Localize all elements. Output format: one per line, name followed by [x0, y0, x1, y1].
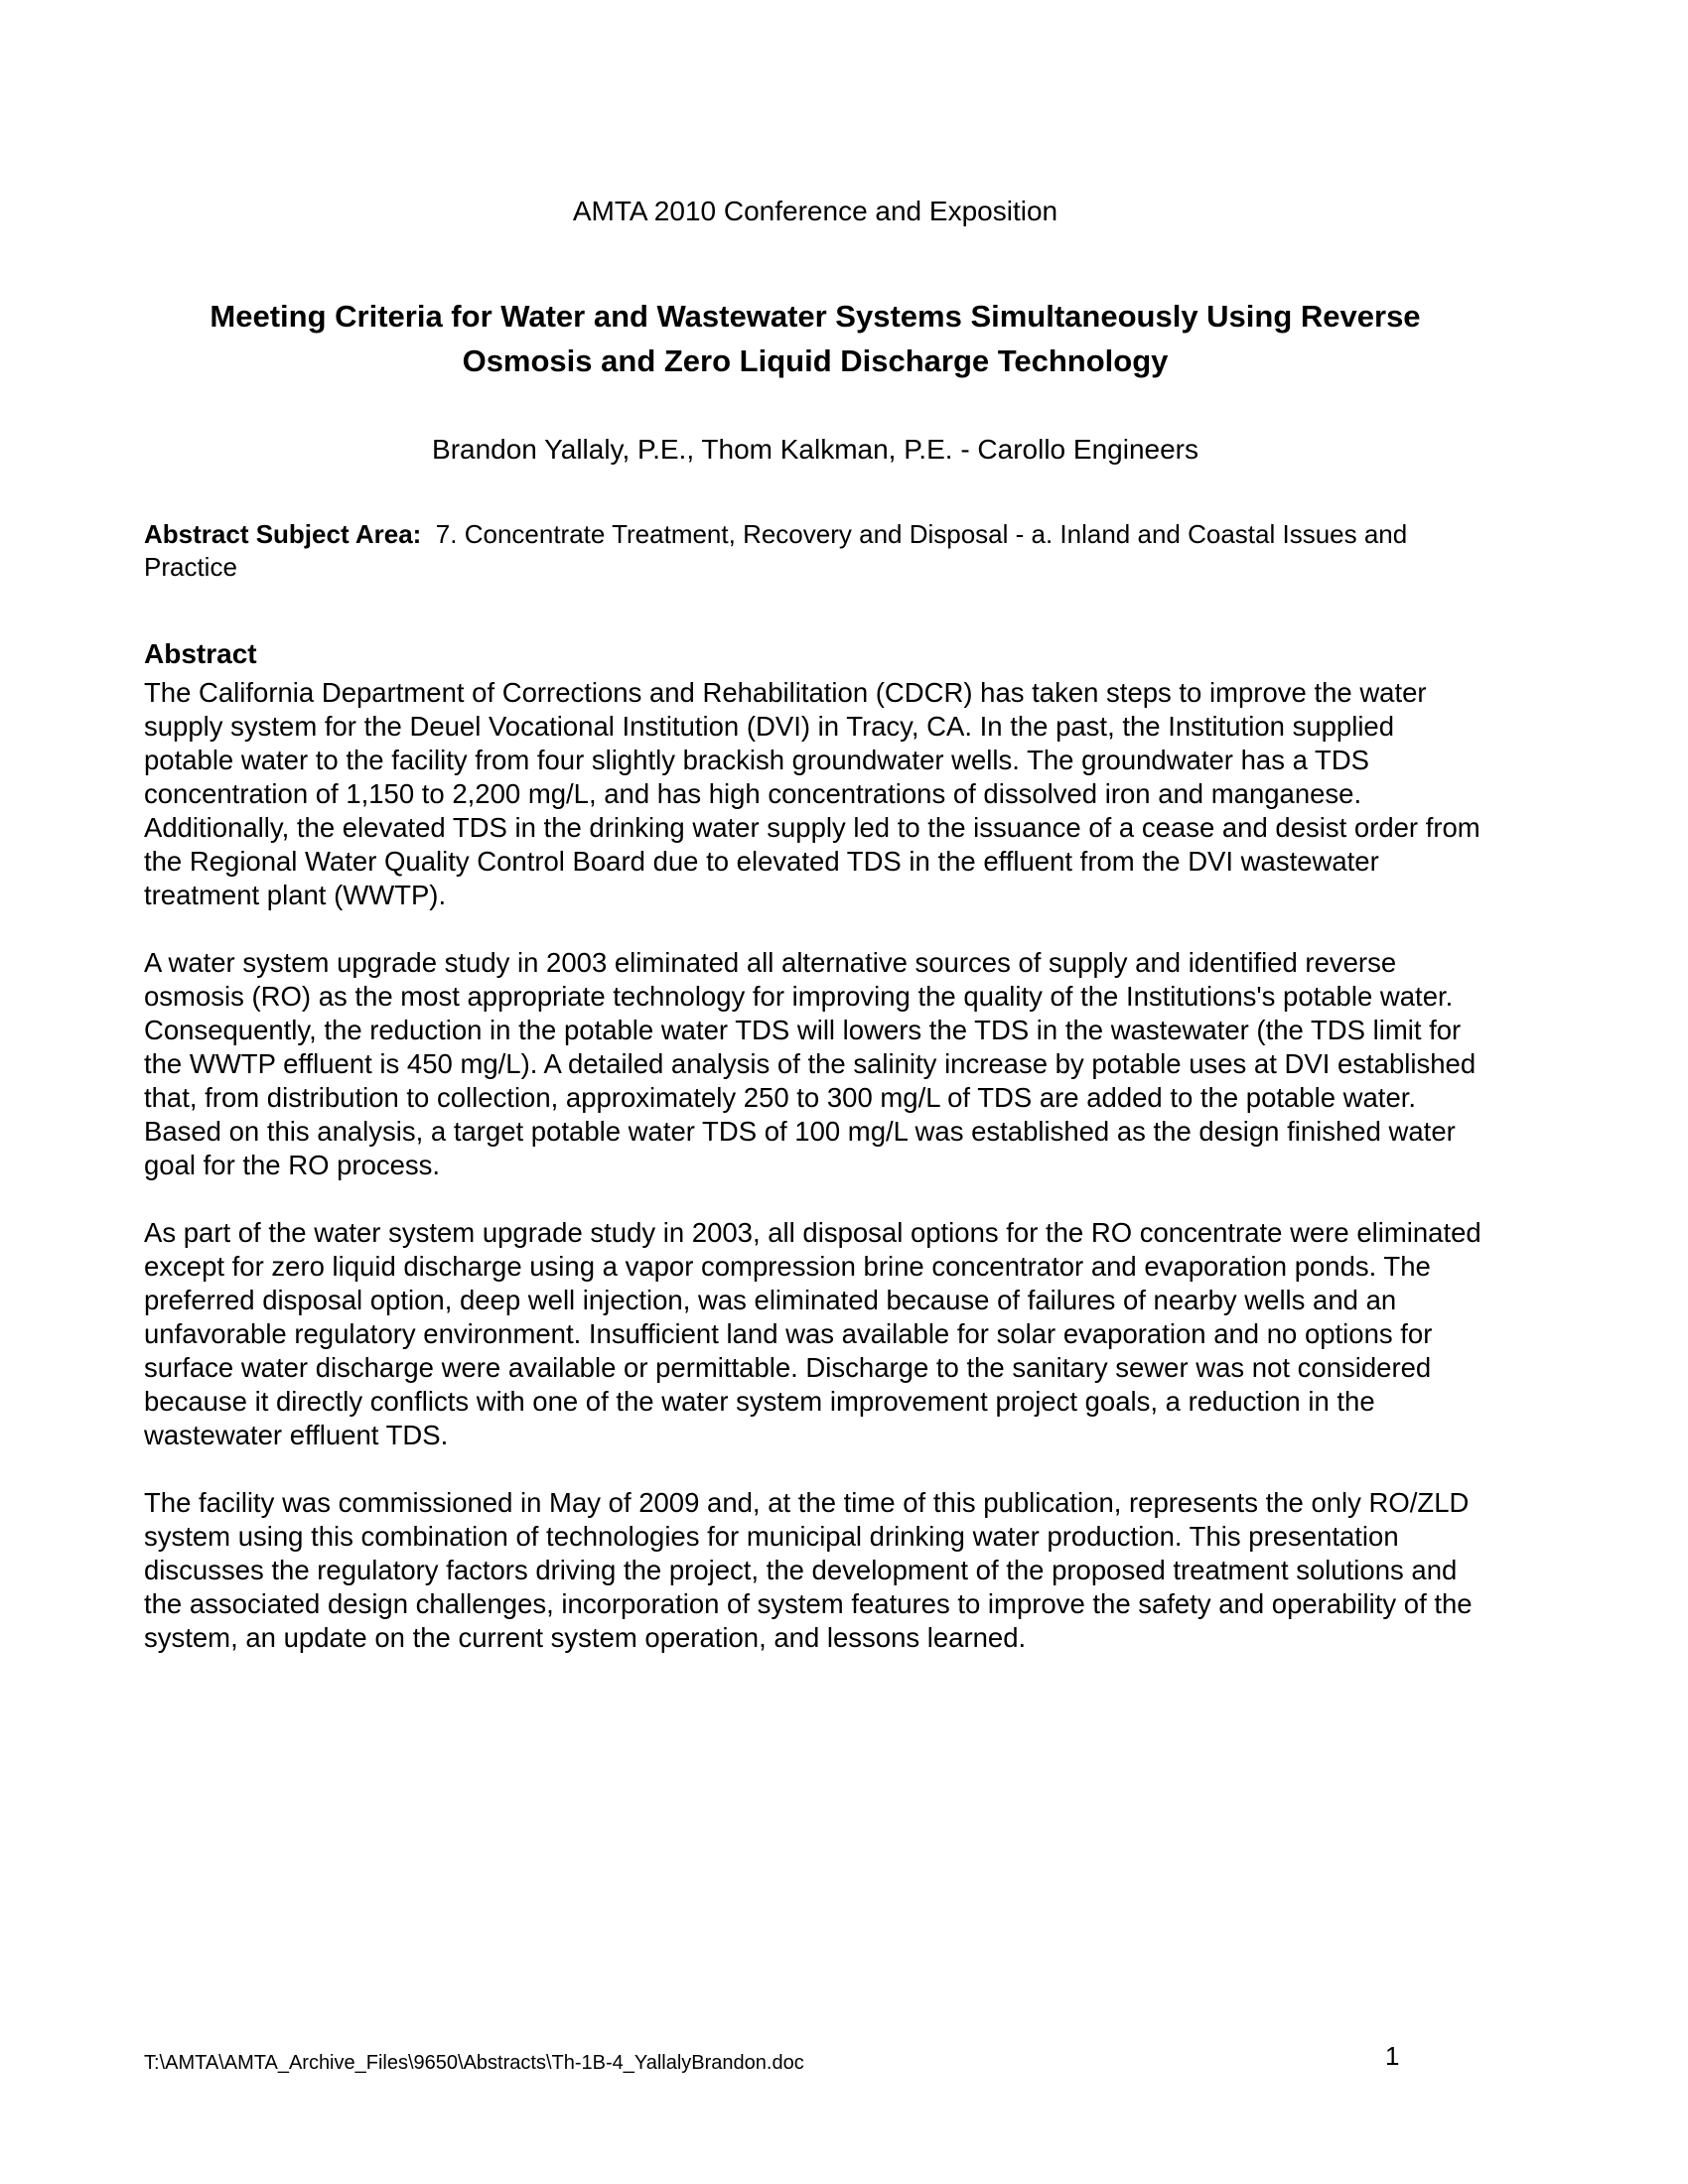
title-line-2: Osmosis and Zero Liquid Discharge Technology — [462, 343, 1169, 378]
subject-area-label: Abstract Subject Area: — [144, 519, 422, 549]
title-line-1: Meeting Criteria for Water and Wastewater Systems Simultaneously Using Reverse — [210, 299, 1421, 334]
footer-file-path: T:\AMTA\AMTA_Archive_Files\9650\Abstracts\Th-1B-4_YallalyBrandon.doc — [144, 2052, 804, 2074]
abstract-paragraph-4: The facility was commissioned in May of 2009 and, at the time of this publication, represents the only RO/ZLD system using this combination of technologies for municipal drinking water production. This presentation discusses the regulatory factors driving the project, the development of the proposed treatment solutions and the associated design challenges, incorporation of system features to improve the safety and operability of the system, an update on the current system operation, and lessons learned. — [144, 1487, 1473, 1653]
abstract-paragraph-1: The California Department of Corrections and Rehabilitation (CDCR) has taken steps to improve the water supply system for the Deuel Vocational Institution (DVI) in Tracy, CA. In the past, the Institution supplied potable water to the facility from four slightly brackish groundwater wells. The groundwater has a TDS concentration of 1,150 to 2,200 mg/L, and has high concentrations of dissolved iron and manganese. Additionally, the elevated TDS in the drinking water supply led to the issuance of a cease and desist order from the Regional Water Quality Control Board due to elevated TDS in the effluent from the DVI wastewater treatment plant (WWTP). — [144, 677, 1480, 910]
footer-page-number: 1 — [1385, 2041, 1400, 2071]
abstract-heading: Abstract — [144, 638, 257, 669]
authors-byline: Brandon Yallaly, P.E., Thom Kalkman, P.E. - Carollo Engineers — [432, 434, 1198, 465]
abstract-subject-area — [144, 518, 1486, 584]
abstract-paragraph-2: A water system upgrade study in 2003 eliminated all alternative sources of supply and identified reverse osmosis (RO) as the most appropriate technology for improving the quality of the Institutions's potable water. Consequently, the reduction in the potable water TDS will lowers the TDS in the wastewater (the TDS limit for the WWTP effluent is 450 mg/L). A detailed analysis of the salinity increase by potable uses at DVI established that, from distribution to collection, approximately 250 to 300 mg/L of TDS are added to the potable water. Based on this analysis, a target potable water TDS of 100 mg/L was established as the design finished water goal for the RO process. — [144, 947, 1477, 1180]
abstract-paragraph-3: As part of the water system upgrade study in 2003, all disposal options for the RO concentrate were eliminated except for zero liquid discharge using a vapor compression brine concentrator and evaporation ponds. The preferred disposal option, deep well injection, was eliminated because of failures of nearby wells and an unfavorable regulatory environment. Insufficient land was available for solar evaporation and no options for surface water discharge were available or permittable. Discharge to the sanitary sewer was not considered because it directly conflicts with one of the water system improvement project goals, a reduction in the wastewater effluent TDS. — [144, 1217, 1481, 1450]
document-content — [144, 195, 1486, 1689]
document-title — [144, 294, 1486, 383]
conference-header: AMTA 2010 Conference and Exposition — [572, 196, 1058, 226]
subject-area-value: 7. Concentrate Treatment, Recovery and Disposal - a. Inland and Coastal Issues and Practice — [144, 519, 1408, 582]
